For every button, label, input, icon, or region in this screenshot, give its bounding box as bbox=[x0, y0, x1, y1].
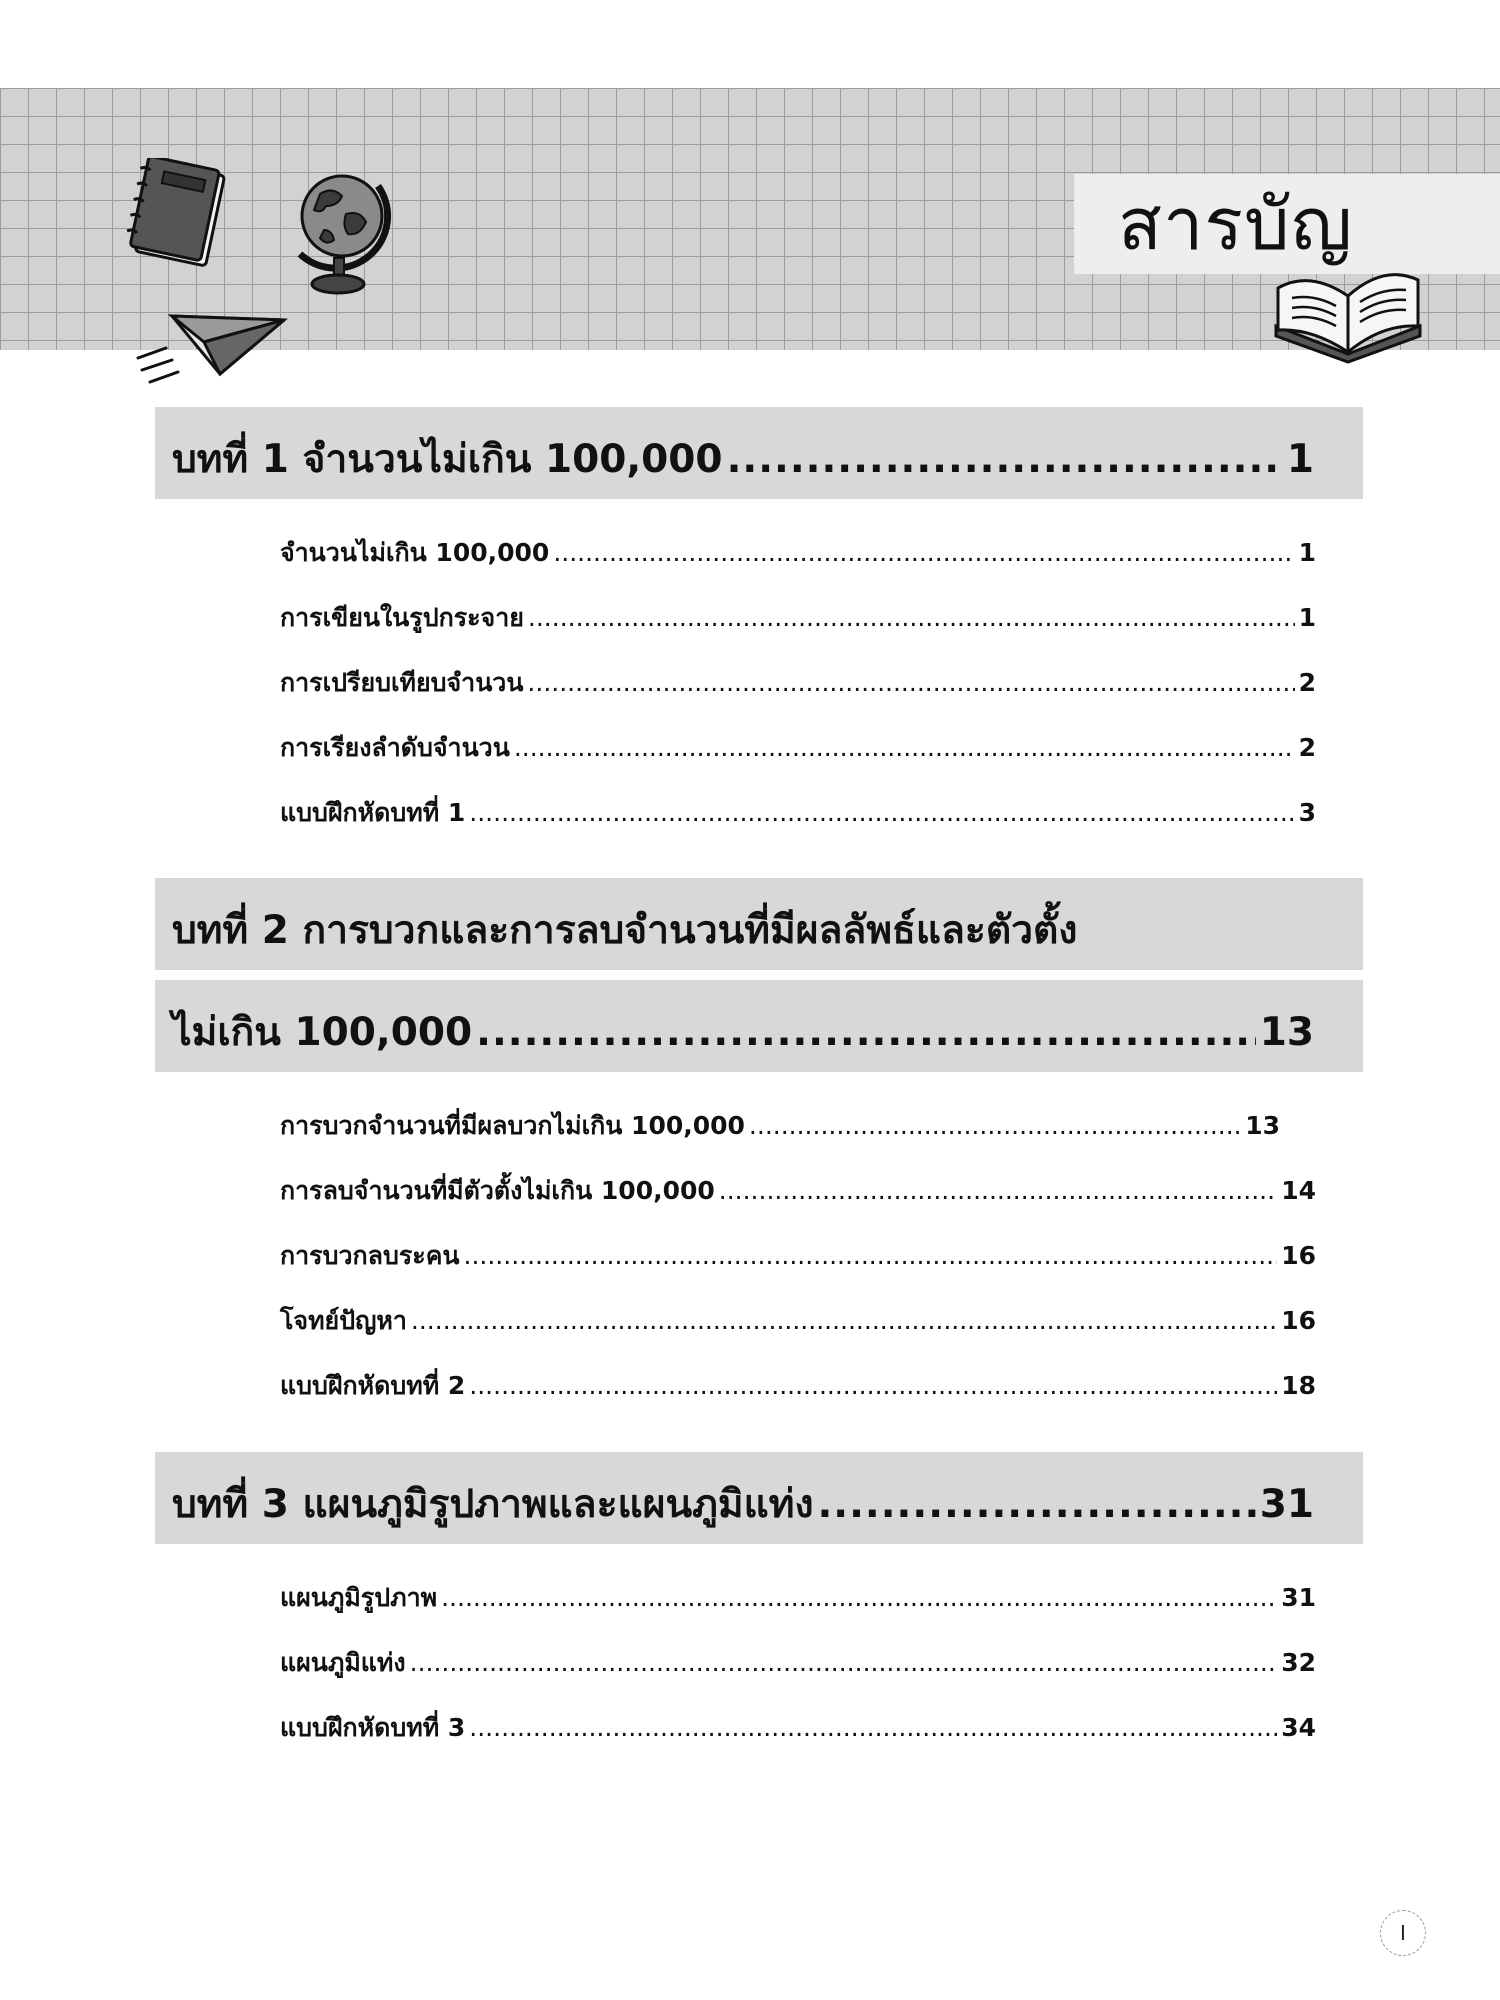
chapter-1-entry[interactable] bbox=[172, 428, 1314, 490]
chapter-3-page: 31 bbox=[1259, 1482, 1314, 1527]
toc-item-label: การลบจำนวนที่มีตัวตั้งไม่เกิน 100,000 bbox=[280, 1176, 715, 1205]
toc-item-page: 2 bbox=[1298, 733, 1316, 762]
globe-icon bbox=[280, 158, 398, 302]
chapter-2-page: 13 bbox=[1259, 1010, 1314, 1055]
toc-item-page: 18 bbox=[1281, 1371, 1316, 1400]
toc-item[interactable] bbox=[280, 598, 1316, 638]
dot-leader bbox=[464, 1241, 1278, 1270]
dot-leader bbox=[817, 1482, 1255, 1527]
toc-item[interactable] bbox=[280, 663, 1316, 703]
chapter-1-title: บทที่ 1 จำนวนไม่เกิน 100,000 bbox=[172, 437, 723, 482]
toc-item-label: การเปรียบเทียบจำนวน bbox=[280, 668, 524, 697]
toc-item[interactable] bbox=[280, 793, 1316, 833]
toc-item[interactable] bbox=[280, 1578, 1316, 1618]
toc-item-page: 2 bbox=[1298, 668, 1316, 697]
toc-item-label: แผนภูมิแท่ง bbox=[280, 1648, 406, 1677]
toc-item[interactable] bbox=[280, 1106, 1280, 1146]
toc-item[interactable] bbox=[280, 1366, 1316, 1406]
dot-leader bbox=[441, 1583, 1277, 1612]
toc-item[interactable] bbox=[280, 728, 1316, 768]
toc-item-page: 13 bbox=[1245, 1111, 1280, 1140]
dot-leader bbox=[719, 1176, 1277, 1205]
dot-leader bbox=[727, 437, 1283, 482]
dot-leader bbox=[528, 603, 1295, 632]
dot-leader bbox=[469, 798, 1294, 827]
toc-item-page: 14 bbox=[1281, 1176, 1316, 1205]
chapter-2-title[interactable]: บทที่ 2 การบวกและการลบจำนวนที่มีผลลัพธ์และตัวตั้ง bbox=[172, 908, 1078, 953]
toc-item-label: การเรียงลำดับจำนวน bbox=[280, 733, 510, 762]
dot-leader bbox=[553, 538, 1294, 567]
toc-item-label: โจทย์ปัญหา bbox=[280, 1306, 407, 1335]
toc-item-label: แบบฝึกหัดบทที่ 1 bbox=[280, 798, 466, 827]
toc-item[interactable] bbox=[280, 1708, 1316, 1748]
dot-leader bbox=[469, 1371, 1277, 1400]
toc-item-page: 32 bbox=[1281, 1648, 1316, 1677]
toc-item[interactable] bbox=[280, 1643, 1316, 1683]
toc-item-page: 1 bbox=[1298, 538, 1316, 567]
chapter-3-entry[interactable] bbox=[172, 1473, 1314, 1535]
toc-item-label: แผนภูมิรูปภาพ bbox=[280, 1583, 438, 1612]
toc-item-page: 34 bbox=[1281, 1713, 1316, 1742]
dot-leader bbox=[469, 1713, 1277, 1742]
chapter-2-entry[interactable] bbox=[172, 1001, 1314, 1063]
paper-plane-icon bbox=[132, 306, 288, 396]
dot-leader bbox=[514, 733, 1295, 762]
open-book-icon bbox=[1268, 256, 1428, 366]
toc-item[interactable] bbox=[280, 1171, 1316, 1211]
chapter-2-title-line2: ไม่เกิน 100,000 bbox=[172, 1010, 473, 1055]
toc-item-page: 16 bbox=[1281, 1241, 1316, 1270]
toc-item-label: จำนวนไม่เกิน 100,000 bbox=[280, 538, 550, 567]
toc-item-label: แบบฝึกหัดบทที่ 2 bbox=[280, 1371, 466, 1400]
toc-item-label: การบวกจำนวนที่มีผลบวกไม่เกิน 100,000 bbox=[280, 1111, 745, 1140]
toc-item-page: 3 bbox=[1298, 798, 1316, 827]
toc-item-page: 31 bbox=[1281, 1583, 1316, 1612]
toc-item-page: 1 bbox=[1298, 603, 1316, 632]
dot-leader bbox=[527, 668, 1294, 697]
page-number: I bbox=[1380, 1910, 1426, 1956]
dot-leader bbox=[476, 1010, 1256, 1055]
toc-item-page: 16 bbox=[1281, 1306, 1316, 1335]
page-title: สารบัญ bbox=[1118, 182, 1354, 266]
toc-item[interactable] bbox=[280, 533, 1316, 573]
toc-item-label: แบบฝึกหัดบทที่ 3 bbox=[280, 1713, 466, 1742]
dot-leader bbox=[411, 1306, 1277, 1335]
toc-item[interactable] bbox=[280, 1236, 1316, 1276]
toc-item-label: การบวกลบระคน bbox=[280, 1241, 460, 1270]
chapter-1-page: 1 bbox=[1286, 437, 1314, 482]
chapter-3-title: บทที่ 3 แผนภูมิรูปภาพและแผนภูมิแท่ง bbox=[172, 1482, 814, 1527]
toc-item-label: การเขียนในรูปกระจาย bbox=[280, 603, 524, 632]
dot-leader bbox=[749, 1111, 1241, 1140]
toc-item[interactable] bbox=[280, 1301, 1316, 1341]
dot-leader bbox=[410, 1648, 1278, 1677]
notebook-icon bbox=[122, 158, 242, 268]
